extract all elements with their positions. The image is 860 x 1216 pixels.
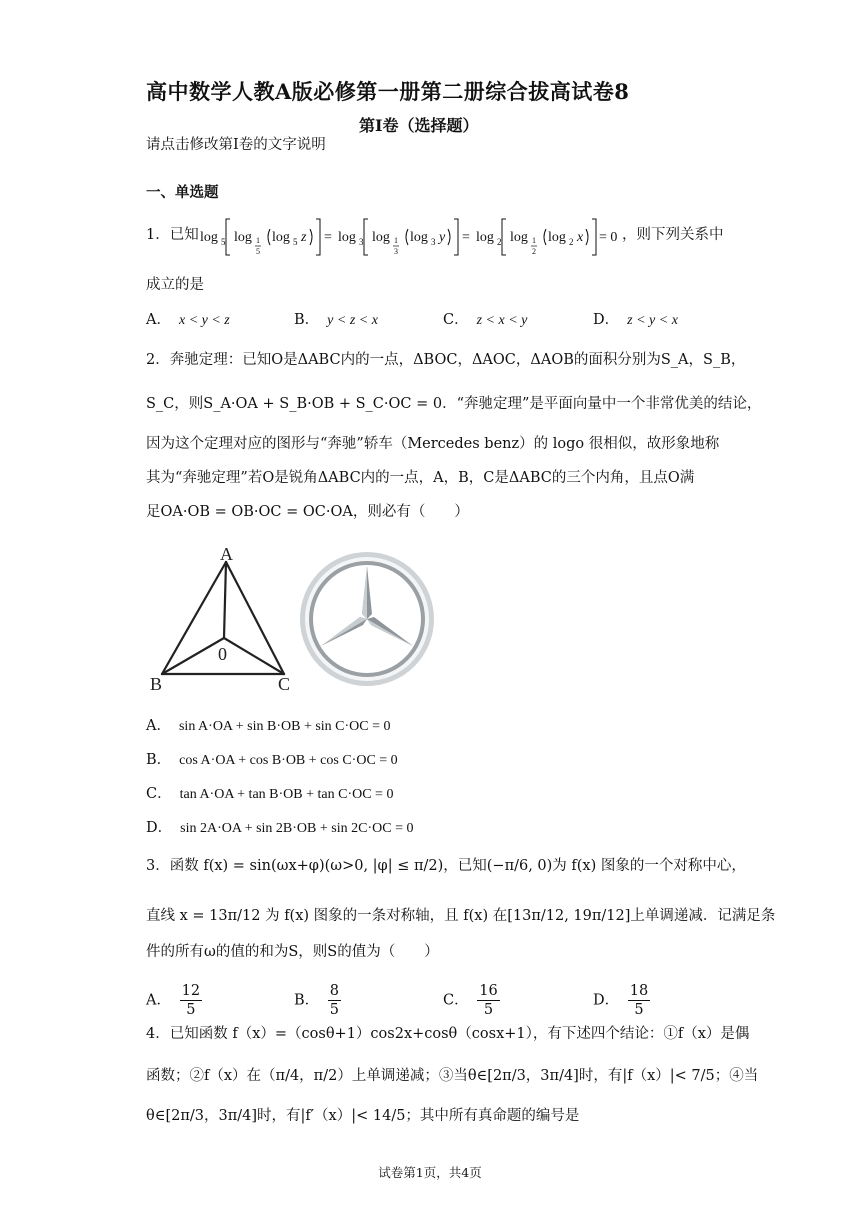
page-footer: 试卷第1页，共4页 bbox=[378, 1165, 482, 1180]
q1-option-c[interactable] bbox=[443, 310, 527, 331]
q2-line1: 2．奔驰定理：已知O是ΔABC内的一点，ΔBOC，ΔAOC，ΔAOB的面积分别为S_A，S_B， bbox=[146, 352, 746, 368]
svg-text:z: z bbox=[301, 230, 307, 245]
exam-title: 高中数学人教A版必修第一册第二册综合拔高试卷8 bbox=[146, 79, 630, 104]
svg-text:1: 1 bbox=[532, 236, 536, 245]
svg-text:1: 1 bbox=[256, 236, 260, 245]
option-label: A． bbox=[146, 992, 171, 1009]
option-text: z < x < y bbox=[476, 313, 528, 328]
fraction-numerator: 16 bbox=[479, 983, 498, 999]
q4-line3: θ∈[2π/3，3π/4]时，有|f′（x）|< 14/5；其中所有真命题的编号是 bbox=[146, 1108, 580, 1124]
q2-line4: 其为“奔驰定理”若O是锐角ΔABC内的一点，A，B，C是ΔABC的三个内角，且点O满 bbox=[146, 470, 695, 486]
q1-formula bbox=[200, 211, 620, 267]
fraction-denominator: 5 bbox=[483, 1002, 494, 1018]
svg-text:3: 3 bbox=[394, 247, 398, 256]
edit-note: 请点击修改第I卷的文字说明 bbox=[146, 137, 326, 153]
option-text: x < y < z bbox=[178, 313, 230, 328]
option-label: A． bbox=[146, 312, 171, 328]
svg-text:1: 1 bbox=[394, 236, 398, 245]
q4-line2: 函数；②f（x）在（π/4，π/2）上单调递减；③当θ∈[2π/3，3π/4]时，有|f（x）|< 7/5；④当 bbox=[146, 1068, 759, 1084]
option-label: A． bbox=[146, 718, 171, 734]
q1-option-a[interactable] bbox=[146, 310, 230, 331]
q3-option-d[interactable] bbox=[593, 982, 650, 1019]
option-label: D． bbox=[593, 992, 620, 1009]
option-label: C． bbox=[443, 312, 469, 328]
q3-option-c[interactable] bbox=[443, 982, 500, 1019]
svg-text:y: y bbox=[439, 230, 446, 245]
section-heading: 一、单选题 bbox=[146, 184, 219, 201]
q1-option-d[interactable] bbox=[593, 310, 678, 331]
q3-line1: 3．函数 f(x) = sin(ωx+φ)(ω>0, |φ| ≤ π/2)，已知(−π/6, 0)为 f(x) 图象的一个对称中心， bbox=[146, 858, 746, 874]
q2-line5: 足OA·OB = OB·OC = OC·OA，则必有（ ） bbox=[146, 504, 469, 520]
svg-text:log: log bbox=[372, 230, 390, 245]
q3-option-b[interactable] bbox=[294, 982, 341, 1019]
q1-line2: 成立的是 bbox=[146, 277, 204, 293]
option-label: B． bbox=[146, 752, 172, 768]
fig-label-b: B bbox=[150, 674, 163, 692]
option-text: sin A·OA + sin B·OB + sin C·OC = 0 bbox=[178, 719, 391, 734]
svg-text:x: x bbox=[577, 230, 584, 245]
fraction-denominator: 5 bbox=[186, 1002, 196, 1018]
fig-label-o: 0 bbox=[218, 644, 227, 664]
svg-text:= 0: = 0 bbox=[599, 230, 618, 245]
svg-text:5: 5 bbox=[256, 247, 260, 256]
svg-text:log: log bbox=[410, 230, 428, 245]
q2-option-a[interactable] bbox=[146, 716, 391, 737]
fraction-numerator: 12 bbox=[181, 983, 201, 999]
option-label: C． bbox=[443, 992, 469, 1009]
option-text: sin 2A·OA + sin 2B·OB + sin 2C·OC = 0 bbox=[180, 821, 414, 836]
fraction-numerator: 18 bbox=[629, 983, 649, 999]
svg-text:log: log bbox=[272, 230, 290, 245]
option-label: B． bbox=[294, 992, 320, 1009]
q1-option-b[interactable] bbox=[294, 310, 378, 331]
benz-triangle-figure bbox=[148, 540, 298, 696]
svg-text:log: log bbox=[200, 230, 218, 245]
q2-line2: S_C，则S_A·OA + S_B·OB + S_C·OC = 0．“奔驰定理”是平面向量中一个非常优美的结论， bbox=[146, 396, 762, 412]
svg-text:3: 3 bbox=[359, 237, 364, 247]
mercedes-logo bbox=[296, 548, 438, 694]
fig-label-a: A bbox=[220, 544, 233, 564]
part-title: 第Ⅰ卷（选择题） bbox=[359, 116, 479, 135]
fraction-denominator: 5 bbox=[329, 1002, 339, 1018]
option-label: B． bbox=[294, 312, 320, 328]
fraction-numerator: 8 bbox=[329, 983, 339, 999]
q3-line2: 直线 x = 13π/12 为 f(x) 图象的一条对称轴，且 f(x) 在[13π/12, 19π/12]上单调递减．记满足条 bbox=[146, 908, 776, 924]
q2-option-d[interactable] bbox=[146, 818, 413, 839]
q3-option-a[interactable] bbox=[146, 982, 202, 1019]
option-label: D． bbox=[593, 312, 620, 328]
svg-text:3: 3 bbox=[431, 237, 436, 247]
svg-text:2: 2 bbox=[569, 237, 574, 247]
q2-option-c[interactable] bbox=[146, 784, 393, 805]
option-label: C． bbox=[146, 786, 172, 802]
q4-line1: 4．已知函数 f（x）=（cosθ+1）cos2x+cosθ（cosx+1），有下述四个结论：①f（x）是偶 bbox=[146, 1026, 750, 1042]
svg-text:log: log bbox=[510, 230, 528, 245]
svg-text:log: log bbox=[234, 230, 252, 245]
fraction-denominator: 5 bbox=[634, 1002, 644, 1018]
option-text: y < z < x bbox=[327, 313, 378, 328]
svg-text:log: log bbox=[476, 230, 494, 245]
svg-text:5: 5 bbox=[221, 237, 226, 247]
fig-label-c: C bbox=[278, 674, 291, 692]
svg-text:5: 5 bbox=[293, 237, 298, 247]
svg-text:=: = bbox=[462, 230, 470, 245]
svg-text:=: = bbox=[324, 230, 332, 245]
svg-text:2: 2 bbox=[497, 237, 502, 247]
q2-line3: 因为这个定理对应的图形与“奔驰”轿车（Mercedes benz）的 logo 很相似，故形象地称 bbox=[146, 436, 720, 452]
svg-text:2: 2 bbox=[532, 247, 536, 256]
q1-suffix: ，则下列关系中 bbox=[622, 227, 724, 243]
option-label: D． bbox=[146, 820, 173, 836]
option-text: z < y < x bbox=[627, 313, 678, 328]
option-text: cos A·OA + cos B·OB + cos C·OC = 0 bbox=[179, 753, 398, 768]
option-text: tan A·OA + tan B·OB + tan C·OC = 0 bbox=[179, 787, 394, 802]
q2-option-b[interactable] bbox=[146, 750, 398, 771]
q3-line3: 件的所有ω的值的和为S，则S的值为（ ） bbox=[146, 944, 439, 960]
q1-prefix: 1．已知 bbox=[146, 227, 199, 243]
svg-text:log: log bbox=[338, 230, 356, 245]
svg-text:log: log bbox=[548, 230, 566, 245]
